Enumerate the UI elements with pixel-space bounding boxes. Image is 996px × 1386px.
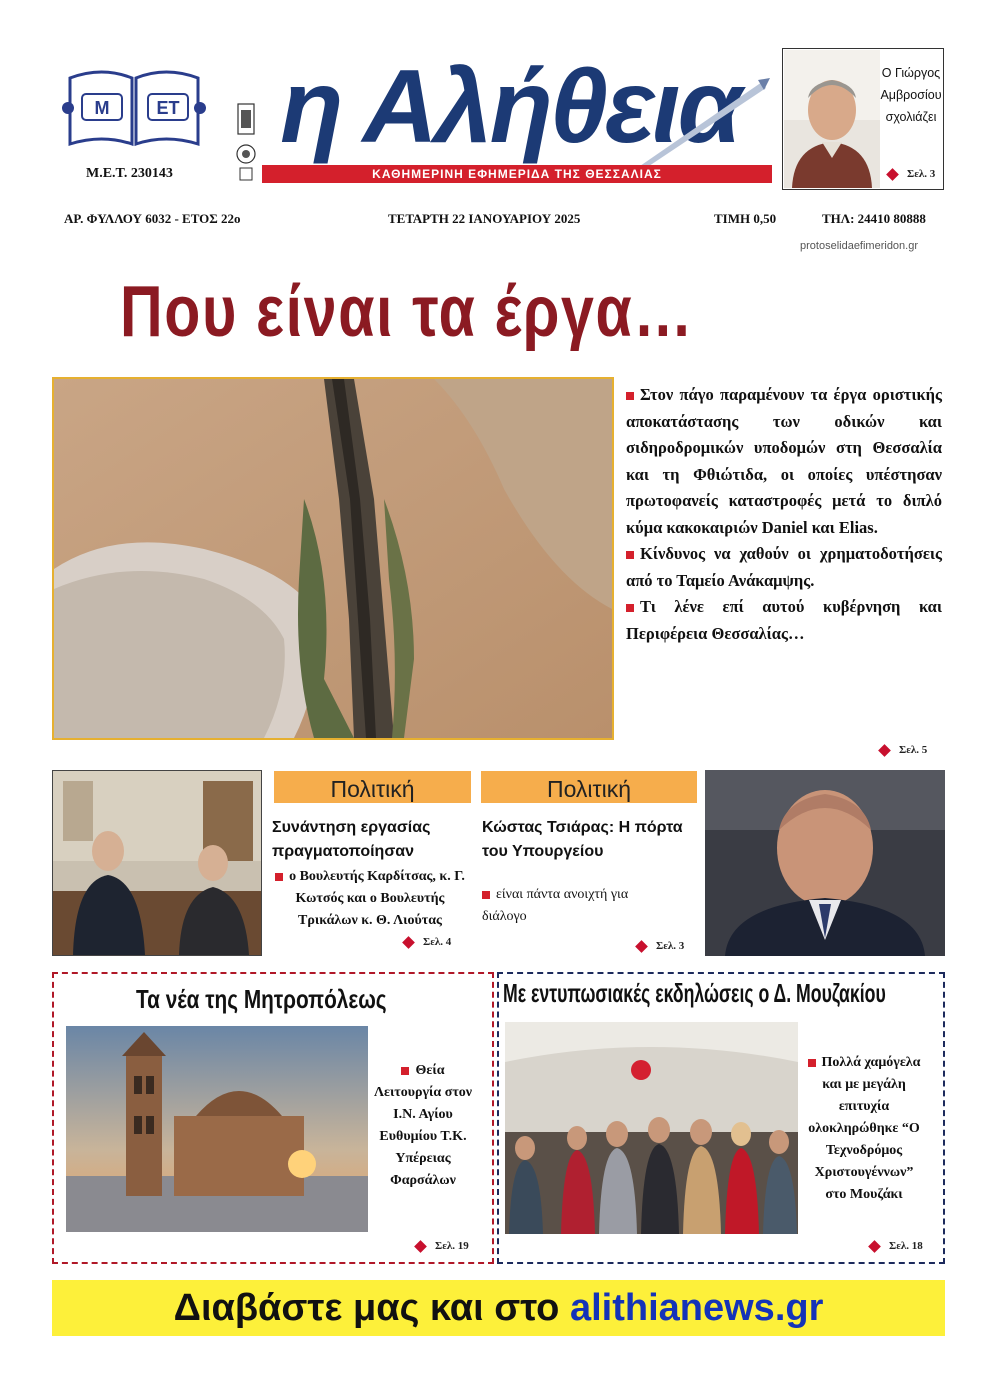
diamond-icon xyxy=(635,940,648,953)
main-story-page-ref[interactable] xyxy=(880,744,927,756)
diamond-icon xyxy=(402,936,415,949)
politics-right-body: είναι πάντα ανοιχτή για διάλογο xyxy=(482,887,629,924)
columnist-line2: Αμβροσίου xyxy=(880,88,942,102)
emblem-icon xyxy=(235,102,257,182)
masthead-title: η Αλήθεια xyxy=(280,49,740,165)
mouzaki-title[interactable]: Με εντυπωσιακές εκδηλώσεις ο Δ. Μουζακίου xyxy=(503,978,886,1008)
columnist-line1: Ο Γιώργος xyxy=(881,66,941,80)
main-story-text xyxy=(626,382,942,647)
bullet-icon xyxy=(626,551,634,559)
bullet-icon xyxy=(482,891,490,899)
diamond-icon xyxy=(868,1240,881,1253)
columnist-page: Σελ. 3 xyxy=(907,168,936,180)
bullet-icon xyxy=(626,392,634,400)
politics-left-photo[interactable] xyxy=(52,770,262,956)
columnist-caption xyxy=(880,62,942,128)
footer-text: Διαβάστε μας και στο xyxy=(173,1287,560,1329)
met-logo-right-letter: ΕΤ xyxy=(156,98,180,118)
metropolis-page: Σελ. 19 xyxy=(435,1240,469,1252)
diamond-icon xyxy=(878,744,891,757)
main-story-bullet-3: Τι λένε επί αυτού κυβέρνηση και Περιφέρεια Θεσσαλίας… xyxy=(626,597,942,643)
met-logo xyxy=(62,64,206,150)
quill-icon xyxy=(640,78,770,168)
masthead-subtitle: ΚΑΘΗΜΕΡΙΝΗ ΕΦΗΜΕΡΙΔΑ ΤΗΣ ΘΕΣΣΑΛΙΑΣ xyxy=(262,165,772,183)
metropolis-body: Θεία Λειτουργία στον Ι.Ν. Αγίου Ευθυμίου Τ.Κ. Υπέρειας Φαρσάλων xyxy=(373,1063,473,1188)
politics-right-page: Σελ. 3 xyxy=(656,940,685,952)
main-headline[interactable]: Που είναι τα έργα… xyxy=(120,272,695,352)
columnist-page-ref[interactable] xyxy=(888,168,935,180)
politics-left-page-ref[interactable] xyxy=(404,936,451,948)
footer-banner[interactable] xyxy=(52,1280,945,1336)
mouzaki-page: Σελ. 18 xyxy=(889,1240,923,1252)
source-watermark: protoselidaefimeridon.gr xyxy=(800,240,919,252)
politics-right-section-tab[interactable]: Πολιτική xyxy=(481,771,697,803)
bullet-icon xyxy=(626,604,634,612)
issue-number: ΑΡ. ΦΥΛΛΟΥ 6032 - ΕΤΟΣ 22ο xyxy=(64,211,241,226)
main-story-bullet-1: Στον πάγο παραμένουν τα έργα οριστικής αποκατάστασης των οδικών και σιδηροδρομικών υποδομών στη Θεσσαλία και τη Φθιώτιδα, οι οποίες υπέστησαν πρωτοφανείς καταστροφές μετά το διπλό κύμα κακοκαιριών Daniel και Elias. xyxy=(626,385,942,537)
bullet-icon xyxy=(808,1059,816,1067)
bullet-icon xyxy=(275,873,283,881)
main-story-page: Σελ. 5 xyxy=(899,744,928,756)
met-logo-left-letter: Μ xyxy=(94,98,110,118)
diamond-icon xyxy=(886,168,899,181)
main-story-bullet-2: Κίνδυνος να χαθούν οι χρηματοδοτήσεις από το Ταμείο Ανάκαμψης. xyxy=(626,544,942,590)
issue-price: ΤΙΜΗ 0,50 xyxy=(714,211,777,226)
politics-left-body: ο Βουλευτής Καρδίτσας, κ. Γ. Κωτσός και ο Βουλευτής Τρικάλων κ. Θ. Λιούτας xyxy=(272,866,468,932)
metropolis-photo[interactable] xyxy=(66,1026,368,1232)
politics-left-page: Σελ. 4 xyxy=(423,936,452,948)
mouzaki-page-ref[interactable] xyxy=(870,1240,923,1252)
main-story-photo[interactable] xyxy=(52,377,614,740)
politics-right-headline[interactable]: Κώστας Τσιάρας: Η πόρτα του Υπουργείου xyxy=(482,819,683,860)
columnist-line3: σχολιάζει xyxy=(885,110,937,124)
diamond-icon xyxy=(414,1240,427,1253)
mouzaki-body: Πολλά χαμόγελα και με μεγάλη επιτυχία ολοκληρώθηκε “Ο Τεχνοδρόμος Χριστουγέννων” στο Μουζάκι xyxy=(808,1055,921,1202)
politics-right-photo[interactable] xyxy=(705,770,945,956)
metropolis-page-ref[interactable] xyxy=(416,1240,469,1252)
footer-site-link[interactable]: alithianews.gr xyxy=(569,1287,824,1329)
bullet-icon xyxy=(401,1067,409,1075)
politics-right-page-ref[interactable] xyxy=(637,940,684,952)
phone-number: ΤΗΛ: 24410 80888 xyxy=(822,211,926,226)
issue-date: ΤΕΤΑΡΤΗ 22 ΙΑΝΟΥΑΡΙΟΥ 2025 xyxy=(388,211,581,226)
metropolis-title[interactable]: Τα νέα της Μητροπόλεως xyxy=(136,984,387,1014)
politics-left-headline[interactable]: Συνάντηση εργασίας πραγματοποίησαν xyxy=(272,819,431,860)
mouzaki-photo[interactable] xyxy=(505,1022,798,1234)
met-code: Μ.Ε.Τ. 230143 xyxy=(86,166,173,181)
columnist-photo xyxy=(784,50,880,188)
politics-left-section-tab[interactable]: Πολιτική xyxy=(274,771,471,803)
